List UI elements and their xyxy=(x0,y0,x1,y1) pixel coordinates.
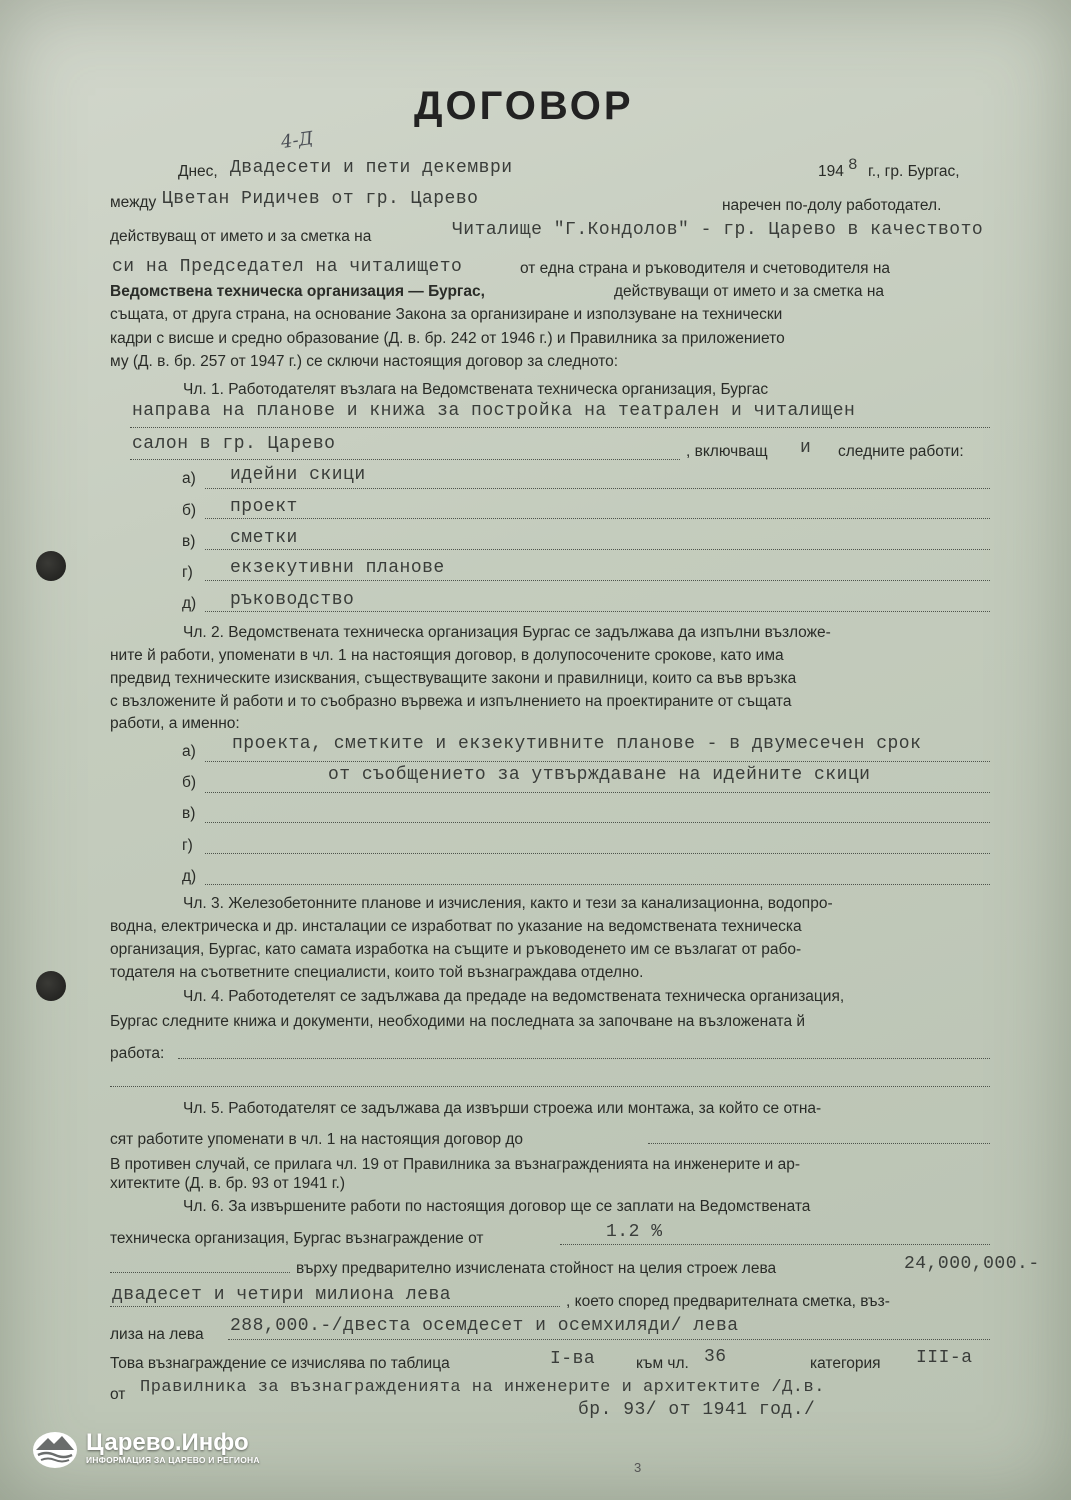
fee-percent: 1.2 % xyxy=(606,1222,663,1242)
art1-item-value: проект xyxy=(230,497,298,517)
article-6-line: Чл. 6. За извършените работи по настоящия договор ще се заплати на Ведомствената xyxy=(183,1198,811,1215)
article-2-line: с възложените й работи и то съобразно вървежа и изпълнението на проектираните от същата xyxy=(110,693,792,710)
punch-hole xyxy=(36,551,66,581)
article-3-line: водна, електрическа и др. инсталации се изработват по указание на ведомствената техническа xyxy=(110,918,802,935)
article-1-including: , включващ xyxy=(686,443,768,460)
year-prefix: 194 xyxy=(818,163,844,180)
logo-title: Царево.Инфо xyxy=(86,1429,249,1456)
art1-item-letter: в) xyxy=(182,533,196,550)
article-6-line: от xyxy=(110,1386,126,1403)
fee-table: I-ва xyxy=(550,1349,596,1369)
acting-prefix: действуващ от името и за сметка на xyxy=(110,228,372,245)
art1-item-letter: д) xyxy=(182,595,197,612)
art1-item-value: идейни скици xyxy=(230,465,366,485)
date-value: Двадесети и пети декември xyxy=(230,158,513,178)
rule-reference: Правилника за възнагражденията на инженерите и архитектите /Д.в. xyxy=(140,1378,825,1397)
page-mark: 3 xyxy=(634,1460,642,1475)
art1-item-letter: б) xyxy=(182,502,197,519)
year-suffix: 8 xyxy=(848,156,859,174)
article-1-typed-2: салон в гр. Царево xyxy=(132,434,336,454)
article-3-line: тодателя на съответните специалисти, които той възнаграждава отделно. xyxy=(110,964,644,981)
article-1-and: и xyxy=(800,438,812,458)
article-2-line: Чл. 2. Ведомствената техническа организация Бургас се задължава да изпълни възложе- xyxy=(183,624,831,641)
punch-hole xyxy=(36,971,66,1001)
article-6-line: , което според предварителната сметка, въз- xyxy=(566,1293,890,1310)
chair-suffix: от една страна и ръководителя и счетоводителя на xyxy=(520,260,891,277)
org-rest: действуващи от името и за сметка на xyxy=(614,283,885,300)
article-6-line: техническа организация, Бургас възнаграждение от xyxy=(110,1230,484,1247)
art2-item-letter: а) xyxy=(182,743,196,760)
art1-item-letter: г) xyxy=(182,564,193,581)
art1-item-value: сметки xyxy=(230,528,298,548)
article-6-line: лиза на лева xyxy=(110,1326,204,1343)
between-value: Цветан Ридичев от гр. Царево xyxy=(162,189,479,209)
article-6-line: към чл. xyxy=(636,1355,689,1372)
fee-category: III-а xyxy=(916,1348,973,1368)
article-1-typed-1: направа на планове и книжа за постройка на театрален и читалищен xyxy=(132,401,856,421)
art1-item-letter: а) xyxy=(182,470,196,487)
art1-item-value: ръководство xyxy=(230,590,355,610)
article-2-line: работи, а именно: xyxy=(110,715,240,732)
article-1-lead: Чл. 1. Работодателят възлага на Ведомствената техническа организация, Бургас xyxy=(183,381,769,398)
acting-value: Читалище "Г.Кондолов" - гр. Царево в качеството xyxy=(452,220,984,240)
article-4-line: Чл. 4. Работодетелят се задължава да предаде на ведомствената техническа организация, xyxy=(183,988,845,1005)
rule-reference-2: бр. 93/ от 1941 год./ xyxy=(578,1400,816,1420)
law-line-3: му (Д. в. бр. 257 от 1947 г.) се сключи настоящия договор за следното: xyxy=(110,353,619,370)
handwritten-note: 4-Д xyxy=(279,127,315,154)
article-4-line: работа: xyxy=(110,1045,165,1062)
logo-tagline: ИНФОРМАЦИЯ ЗА ЦАРЕВО И РЕГИОНА xyxy=(86,1455,260,1465)
org-name: Ведомствена техническа организация — Бургас, xyxy=(110,283,485,300)
article-5-line: сят работите упоменати в чл. 1 на настоящия договор до xyxy=(110,1131,524,1148)
fee-article: 36 xyxy=(704,1347,727,1367)
art2-item-letter: б) xyxy=(182,774,197,791)
year-city: г., гр. Бургас, xyxy=(868,163,960,180)
chair-value: си на Председател на читалището xyxy=(112,257,463,277)
art2-item-value: от съобщението за утвърждаване на идейните скици xyxy=(328,765,871,785)
between-prefix: между xyxy=(110,194,157,211)
mountain-sea-icon xyxy=(32,1428,78,1468)
document-title: ДОГОВОР xyxy=(414,84,634,128)
cost-in-words: двадесет и четири милиона лева xyxy=(112,1285,452,1305)
fee-amount: 288,000.-/двеста осемдесет и осемхиляди/ лева xyxy=(230,1316,739,1336)
article-6-line: върху предварително изчислената стойност на целия строеж лева xyxy=(296,1260,777,1277)
art2-item-letter: г) xyxy=(182,837,193,854)
article-3-line: Чл. 3. Железобетонните планове и изчисления, както и тези за канализационна, водопро- xyxy=(183,895,833,912)
art2-item-letter: в) xyxy=(182,805,196,822)
article-3-line: организация, Бургас, като самата изработка на същите и ръководенето им се възлагат от рабо- xyxy=(110,941,802,958)
art2-item-letter: д) xyxy=(182,868,197,885)
site-logo xyxy=(32,1428,260,1468)
date-prefix: Днес, xyxy=(178,163,218,180)
article-1-following: следните работи: xyxy=(838,443,964,460)
art2-item-value: проекта, сметките и екзекутивните планове - в двумесечен срок xyxy=(232,734,922,754)
article-6-line: Това възнаграждение се изчислява по таблица xyxy=(110,1355,450,1372)
between-suffix: наречен по-долу работодател. xyxy=(722,197,942,214)
law-line-1: същата, от друга страна, на основание Закона за организиране и използуване на технически xyxy=(110,306,783,323)
law-line-2: кадри с висше и средно образование (Д. в. бр. 242 от 1946 г.) и Правилника за приложението xyxy=(110,330,785,347)
construction-cost: 24,000,000.- xyxy=(904,1254,1040,1274)
article-6-line: категория xyxy=(810,1355,881,1372)
article-2-line: ните й работи, упоменати в чл. 1 на настоящия договор, в долупосочените срокове, като има xyxy=(110,647,784,664)
article-2-line: предвид техническите изисквания, съществуващите закони и правилници, които са във връзка xyxy=(110,670,797,687)
art1-item-value: екзекутивни планове xyxy=(230,558,445,578)
article-4-line: Бургас следните книжа и документи, необходими на последната за започване на възложената й xyxy=(110,1013,806,1030)
article-5-line: В противен случай, се прилага чл. 19 от Правилника за възнагражденията на инженерите и ар- xyxy=(110,1156,801,1173)
article-5-line: Чл. 5. Работодателят се задължава да извърши строежа или монтажа, за който се отна- xyxy=(183,1100,822,1117)
article-5-line: хитектите (Д. в. бр. 93 от 1941 г.) xyxy=(110,1175,345,1192)
